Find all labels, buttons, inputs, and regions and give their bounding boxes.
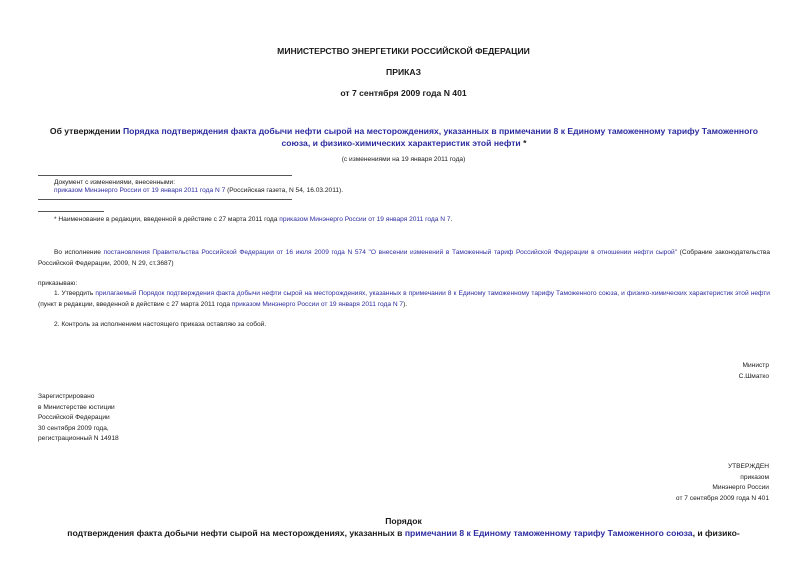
changes-entry xyxy=(54,186,343,197)
ministry-heading: МИНИСТЕРСТВО ЭНЕРГЕТИКИ РОССИЙСКОЙ ФЕДЕРАЦИИ xyxy=(277,46,530,56)
title-link[interactable]: Порядка подтверждения факта добычи нефти сырой на месторождениях, указанных в примечании 8 к Единому таможенному тарифу Таможенного союза, и физико-химических характеристик этой нефти xyxy=(122,126,759,148)
footnote-link[interactable]: приказом Минэнерго России от 19 января 2011 года N 7 xyxy=(279,216,451,223)
footnote xyxy=(54,215,452,226)
changes-suffix: (Российская газета, N 54, 16.03.2011). xyxy=(225,187,344,194)
preamble-prefix: Во исполнение xyxy=(54,249,104,256)
item1-prefix: 1. Утвердить xyxy=(54,290,96,297)
title-prefix: Об утверждении xyxy=(49,126,123,136)
divider xyxy=(38,175,292,176)
registration-line: в Министерстве юстиции xyxy=(38,403,115,411)
footnote-suffix: . xyxy=(450,216,453,223)
procedure-subtitle-suffix: , и физико- xyxy=(692,528,740,538)
order-item-1 xyxy=(38,289,770,310)
approval-line: Минэнерго России xyxy=(712,484,769,491)
orders-label: приказываю: xyxy=(38,280,78,287)
item1-procedure-link[interactable]: прилагаемый Порядок подтверждения факта добычи нефти сырой на месторождениях, указанных в примечании 8 к Единому таможенному тарифу Таможенного союза, и физико-химических характеристик этой нефти xyxy=(95,290,770,297)
procedure-subtitle xyxy=(0,528,807,538)
order-item-2: 2. Контроль за исполнением настоящего приказа оставляю за собой. xyxy=(54,321,267,328)
signature-name: С.Шматко xyxy=(738,373,769,380)
document-title xyxy=(36,125,772,149)
document-type: ПРИКАЗ xyxy=(386,67,421,77)
document-date-number: от 7 сентября 2009 года N 401 xyxy=(340,88,467,98)
footnote-divider xyxy=(38,211,104,212)
registration-block xyxy=(38,392,119,445)
preamble-link[interactable]: постановления Правительства Российской Федерации от 16 июля 2009 года N 574 "О внесении изменений в Таможенный тариф Российской Федерации в отношении нефти сырой" xyxy=(103,249,678,256)
divider xyxy=(38,199,292,200)
footnote-prefix: * Наименование в редакции, введенной в действие с 27 марта 2011 года xyxy=(54,216,280,223)
registration-line: 30 сентября 2009 года, xyxy=(38,424,109,432)
item1-middle: (пункт в редакции, введенной в действие с 27 марта 2011 года xyxy=(38,300,232,308)
registration-line: Зарегистрировано xyxy=(38,393,95,400)
changes-label: Документ с изменениями, внесенными: xyxy=(54,179,176,186)
changes-link[interactable]: приказом Минэнерго России от 19 января 2011 года N 7 xyxy=(54,187,226,194)
changes-note: (с изменениями на 19 января 2011 года) xyxy=(341,156,466,163)
signature-position: Министр xyxy=(742,362,769,369)
approval-block xyxy=(676,462,769,504)
registration-line: регистрационный N 14918 xyxy=(38,435,119,442)
preamble-paragraph xyxy=(38,248,770,269)
item1-amendment-link[interactable]: приказом Минэнерго России от 19 января 2011 года N 7 xyxy=(231,300,404,308)
approval-line: от 7 сентября 2009 года N 401 xyxy=(675,494,769,502)
title-suffix: * xyxy=(520,138,527,148)
procedure-subtitle-link[interactable]: примечании 8 к Единому таможенному тарифу Таможенного союза xyxy=(404,528,693,538)
preamble-suffix: (Собрание законодательства Российской Федерации, 2009, N 29, ст.3687) xyxy=(38,249,770,267)
approval-line: приказом xyxy=(740,473,769,481)
registration-line: Российской Федерации xyxy=(38,414,110,421)
procedure-title: Порядок xyxy=(385,516,422,526)
approval-line: УТВЕРЖДЕН xyxy=(727,463,769,470)
item1-suffix: ). xyxy=(403,300,408,308)
procedure-subtitle-prefix: подтверждения факта добычи нефти сырой на месторождениях, указанных в xyxy=(67,528,405,538)
